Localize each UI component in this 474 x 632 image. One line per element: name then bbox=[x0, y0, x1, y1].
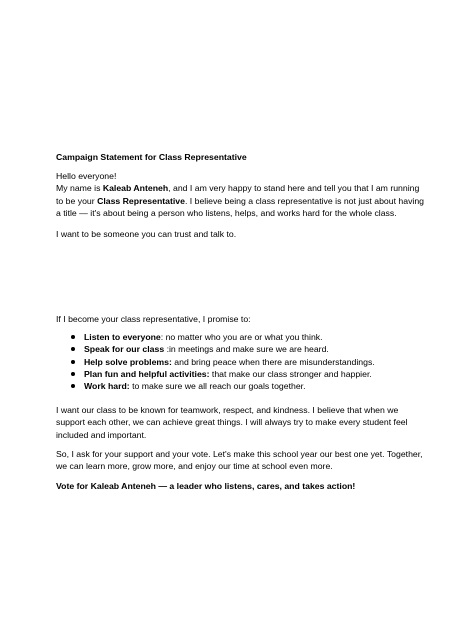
intro-line-2: to be your Class Representative. I believe being a class representative is not just about having bbox=[56, 195, 425, 206]
list-item: Help solve problems: and bring peace when there are misunderstandings. bbox=[56, 356, 436, 368]
list-item: Plan fun and helpful activities: that make our class stronger and happier. bbox=[56, 368, 436, 380]
intro-paragraph bbox=[56, 170, 425, 219]
ask-paragraph: So, I ask for your support and your vote. Let's make this school year our best one yet. Together, we can learn more, grow more, and enjoy our time at school even more. bbox=[56, 449, 423, 472]
greeting: Hello everyone! bbox=[56, 171, 117, 181]
trust-paragraph: I want to be someone you can trust and talk to. bbox=[56, 229, 237, 239]
bullet-icon bbox=[71, 360, 75, 364]
vision-paragraph: I want our class to be known for teamwork, respect, and kindness. I believe that when we support each other, we can achieve great things. I will always try to make every student feel included and important. bbox=[56, 405, 408, 440]
list-item: Listen to everyone: no matter who you are or what you think. bbox=[56, 331, 436, 343]
bullet-icon bbox=[71, 347, 75, 351]
candidate-name: Kaleab Anteneh bbox=[102, 183, 169, 194]
intro-line-3: a title — it's about being a person who listens, helps, and works hard for the whole class. bbox=[56, 207, 397, 218]
list-item: Work hard: to make sure we all reach our goals together. bbox=[56, 380, 436, 392]
document-title: Campaign Statement for Class Representative bbox=[56, 152, 247, 162]
promise-intro: If I become your class representative, I promise to: bbox=[56, 314, 251, 324]
intro-line-1: My name is Kaleab Anteneh, and I am very happy to stand here and tell you that I am running bbox=[56, 183, 420, 194]
bullet-icon bbox=[71, 384, 75, 388]
list-item: Speak for our class :in meetings and make sure we are heard. bbox=[56, 343, 436, 355]
role-name: Class Representative bbox=[97, 195, 185, 206]
bullet-icon bbox=[71, 372, 75, 376]
bullet-icon bbox=[71, 335, 75, 339]
closing-line: Vote for Kaleab Anteneh — a leader who listens, cares, and takes action! bbox=[56, 481, 356, 491]
promise-list bbox=[56, 331, 436, 392]
